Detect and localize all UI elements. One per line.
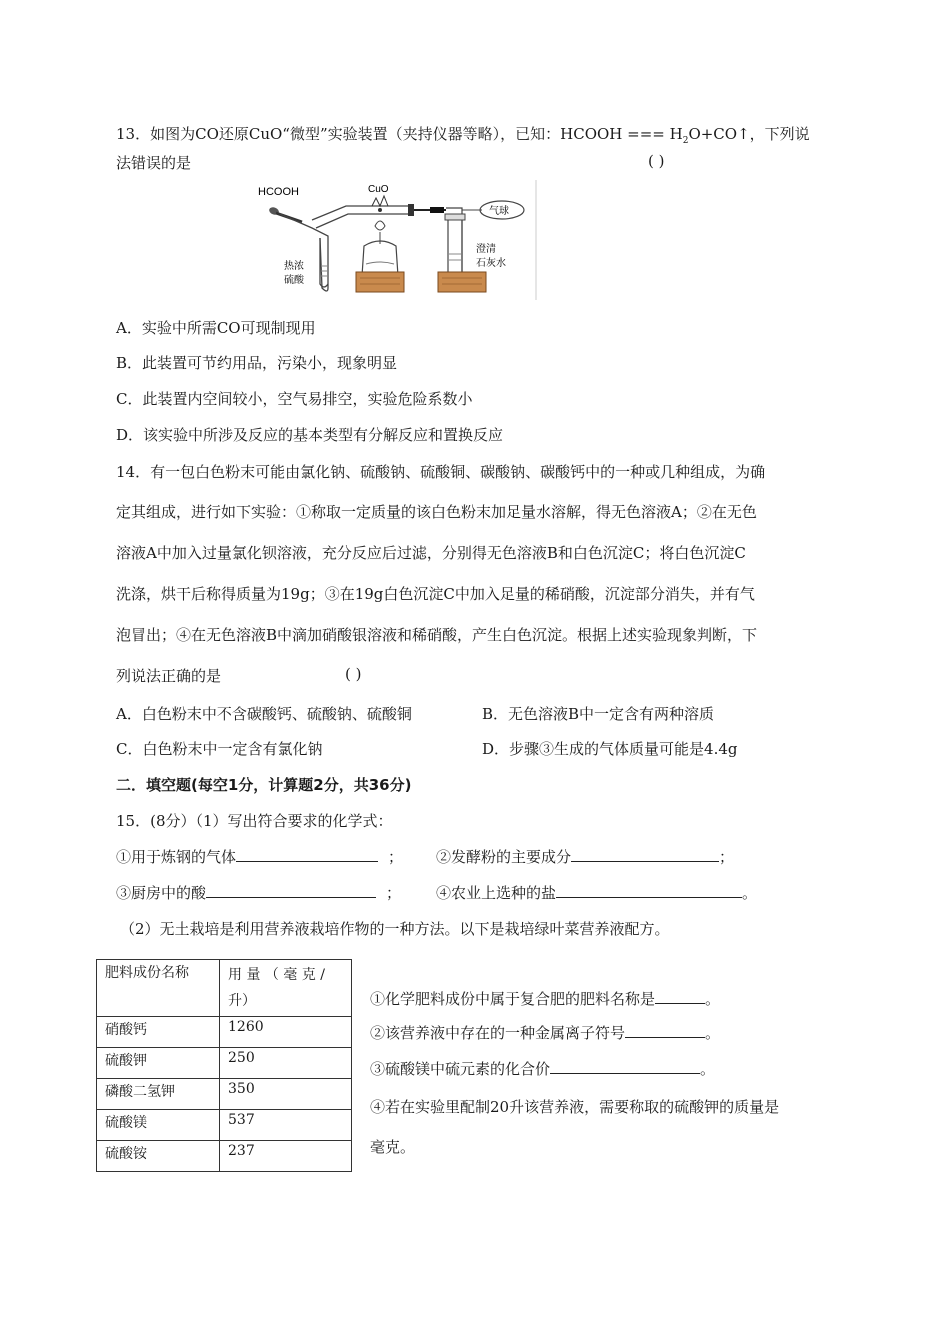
- table-cell-amount: 537: [220, 1110, 352, 1141]
- q13-stem-subscript: 2: [682, 136, 689, 146]
- q13-option-c: C．此装置内空间较小，空气易排空，实验危险系数小: [116, 390, 473, 408]
- q15-head: 15．(8分）（1）写出符合要求的化学式：: [116, 812, 393, 830]
- table-header-name: 肥料成份名称: [97, 960, 220, 1017]
- wood-block-right: [438, 272, 486, 292]
- q15-item1-semi: ；: [388, 848, 404, 866]
- label-balloon: 气球: [489, 206, 509, 217]
- label-cuo: CuO: [368, 184, 389, 195]
- q15-item4-label: ④农业上选种的盐: [436, 884, 557, 902]
- table-row: [97, 1141, 352, 1172]
- q15-item4-period: 。: [742, 884, 758, 902]
- q13-stem-text-end: O+CO↑，下列说: [688, 125, 810, 143]
- q14-option-b: B．无色溶液B中一定含有两种溶质: [482, 705, 715, 723]
- q15-sub2-end: 。: [705, 1024, 721, 1042]
- q15-sub3-end: 。: [700, 1060, 716, 1078]
- alcohol-lamp-icon: [362, 221, 398, 276]
- q13-stem-line2: [116, 152, 191, 173]
- table-cell-name: 硫酸钾: [97, 1048, 220, 1079]
- table-row: [97, 1017, 352, 1048]
- q14-option-a: A．白色粉末中不含碳酸钙、硫酸钠、硫酸铜: [116, 705, 412, 723]
- table-row: [97, 1048, 352, 1079]
- q13-stem-line2-text: 法错误的是: [116, 154, 192, 172]
- q15-sub2-blank[interactable]: [625, 1023, 705, 1038]
- q15-sub1: [370, 988, 720, 1009]
- q13-option-b: B．此装置可节约用品，污染小，现象明显: [116, 354, 398, 372]
- q15-sub2: [370, 1022, 720, 1043]
- q15-item1-blank[interactable]: [236, 847, 378, 862]
- q13-answer-paren: ( ): [648, 152, 665, 170]
- q14-option-c: C．白色粉末中一定含有氯化钠: [116, 740, 323, 758]
- q14-answer-paren: ( ): [345, 665, 362, 683]
- cuo-sample-icon: [372, 196, 388, 212]
- table-cell-amount: 237: [220, 1141, 352, 1172]
- table-row: [97, 1110, 352, 1141]
- table-header-row: [97, 960, 352, 1017]
- q15-sub3: [370, 1058, 715, 1079]
- q15-item2: [436, 846, 734, 867]
- q15-item2-label: ②发酵粉的主要成分: [436, 848, 572, 866]
- table-row: [97, 1079, 352, 1110]
- q15-item3: [116, 882, 401, 903]
- q15-item1-label: ①用于炼钢的气体: [116, 848, 237, 866]
- q14-line: 溶液A中加入过量氯化钡溶液，充分反应后过滤，分别得无色溶液B和白色沉淀C；将白色沉淀C: [116, 544, 746, 562]
- q15-sub3-blank[interactable]: [550, 1059, 700, 1074]
- q15-item4-blank[interactable]: [556, 883, 742, 898]
- q15-item3-label: ③厨房中的酸: [116, 884, 207, 902]
- label-lime-1: 澄清: [476, 244, 496, 255]
- q15-item2-blank[interactable]: [571, 847, 719, 862]
- table-cell-amount: 1260: [220, 1017, 352, 1048]
- q14-line: 泡冒出；④在无色溶液B中滴加硝酸银溶液和稀硝酸，产生白色沉淀。根据上述实验现象判断，下: [116, 626, 758, 644]
- table-cell-name: 硫酸镁: [97, 1110, 220, 1141]
- q14-option-d: D．步骤③生成的气体质量可能是4.4g: [482, 740, 738, 758]
- q15-sub4-line1: ④若在实验里配制20升该营养液，需要称取的硫酸钾的质量是: [370, 1098, 780, 1116]
- table-cell-name: 磷酸二氢钾: [97, 1079, 220, 1110]
- table-cell-amount: 250: [220, 1048, 352, 1079]
- q14-line: 洗涤，烘干后称得质量为19g；③在19g白色沉淀C中加入足量的稀硝酸，沉淀部分消失，并有气: [116, 585, 755, 603]
- apparatus-figure: [250, 176, 550, 301]
- label-acid-2: 硫酸: [284, 275, 304, 286]
- table-header-amount: 用 量 （ 毫 克 / 升）: [220, 960, 352, 1017]
- q13-option-a: A．实验中所需CO可现制现用: [116, 319, 316, 337]
- q15-sub4-line2: 毫克。: [370, 1138, 416, 1156]
- q13-stem-line1: [116, 123, 810, 146]
- table-cell-name: 硫酸铵: [97, 1141, 220, 1172]
- table-cell-amount: 350: [220, 1079, 352, 1110]
- q15-item1: [116, 846, 403, 867]
- q14-line: 定其组成，进行如下实验：①称取一定质量的该白色粉末加足量水溶解，得无色溶液A；②在无色: [116, 503, 757, 521]
- q15-item3-blank[interactable]: [206, 883, 376, 898]
- label-lime-2: 石灰水: [476, 258, 506, 269]
- section-title: 二．填空题(每空1分，计算题2分，共36分): [116, 776, 412, 794]
- wood-block-left: [356, 272, 404, 292]
- q15-item2-semi: ；: [719, 848, 735, 866]
- dropper-icon: [268, 206, 302, 222]
- q15-sub1-blank[interactable]: [655, 989, 705, 1004]
- q15-sub1-label: ①化学肥料成份中属于复合肥的肥料名称是: [370, 990, 656, 1008]
- q15-part2: （2）无土栽培是利用营养液栽培作物的一种方法。以下是栽培绿叶菜营养液配方。: [120, 920, 670, 938]
- label-acid-1: 热浓: [284, 261, 304, 272]
- q13-option-d: D．该实验中所涉及反应的基本类型有分解反应和置换反应: [116, 426, 504, 444]
- label-hcooh: HCOOH: [258, 186, 299, 198]
- q15-sub2-label: ②该营养液中存在的一种金属离子符号: [370, 1024, 626, 1042]
- q15-item3-semi: ；: [386, 884, 402, 902]
- q13-stem-text: 13．如图为CO还原CuO“微型”实验装置（夹持仪器等略），已知：HCOOH === H: [116, 125, 683, 143]
- q15-sub1-end: 。: [705, 990, 721, 1008]
- table-cell-name: 硝酸钙: [97, 1017, 220, 1048]
- fertilizer-table: [96, 959, 352, 1172]
- q14-line: 列说法正确的是: [116, 667, 222, 685]
- q15-item4: [436, 882, 757, 903]
- q14-line: 14．有一包白色粉末可能由氯化钠、硫酸钠、硫酸铜、碳酸钠、碳酸钙中的一种或几种组成，为确: [116, 463, 766, 481]
- q15-sub3-label: ③硫酸镁中硫元素的化合价: [370, 1060, 551, 1078]
